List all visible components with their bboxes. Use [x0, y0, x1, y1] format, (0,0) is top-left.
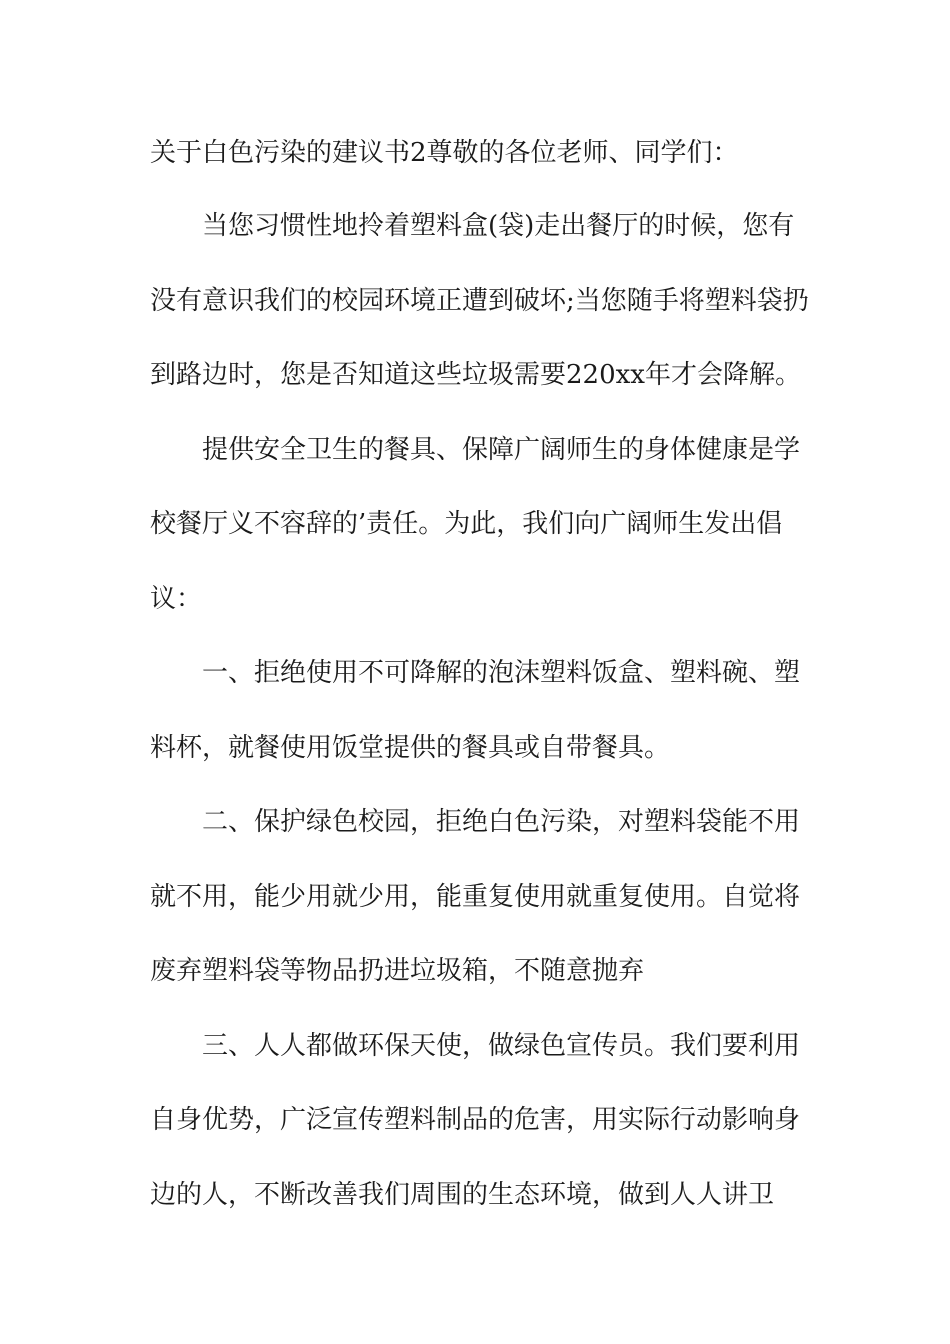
text-line: 一、拒绝使用不可降解的泡沫塑料饭盒、塑料碗、塑: [202, 658, 801, 688]
text-line: 三、人人都做环保天使，做绿色宣传员。我们要利用: [202, 1031, 801, 1061]
text-line: 到路边时，您是否知道这些垃圾需要220xx年才会降解。: [150, 360, 801, 390]
text-line: 边的人，不断改善我们周围的生态环境，做到人人讲卫: [150, 1180, 775, 1210]
text-line: 关于白色污染的建议书2尊敬的各位老师、同学们：: [150, 138, 739, 168]
text-line: 没有意识我们的校园环境正遭到破坏;当您随手将塑料袋扔: [150, 286, 809, 316]
text-line: 当您习惯性地拎着塑料盒(袋)走出餐厅的时候，您有: [202, 211, 795, 241]
text-line: 提供安全卫生的餐具、保障广阔师生的身体健康是学: [202, 435, 801, 465]
text-line: 二、保护绿色校园，拒绝白色污染，对塑料袋能不用: [202, 807, 801, 837]
text-line: 校餐厅义不容辞的’责任。为此，我们向广阔师生发出倡: [150, 509, 783, 539]
text-line: 料杯，就餐使用饭堂提供的餐具或自带餐具。: [150, 733, 671, 763]
text-line: 就不用，能少用就少用，能重复使用就重复使用。自觉将: [150, 882, 801, 912]
text-line: 议：: [150, 584, 203, 614]
text-line: 自身优势，广泛宣传塑料制品的危害，用实际行动影响身: [150, 1105, 801, 1135]
text-line: 废弃塑料袋等物品扔进垃圾箱，不随意抛弃: [150, 956, 645, 986]
